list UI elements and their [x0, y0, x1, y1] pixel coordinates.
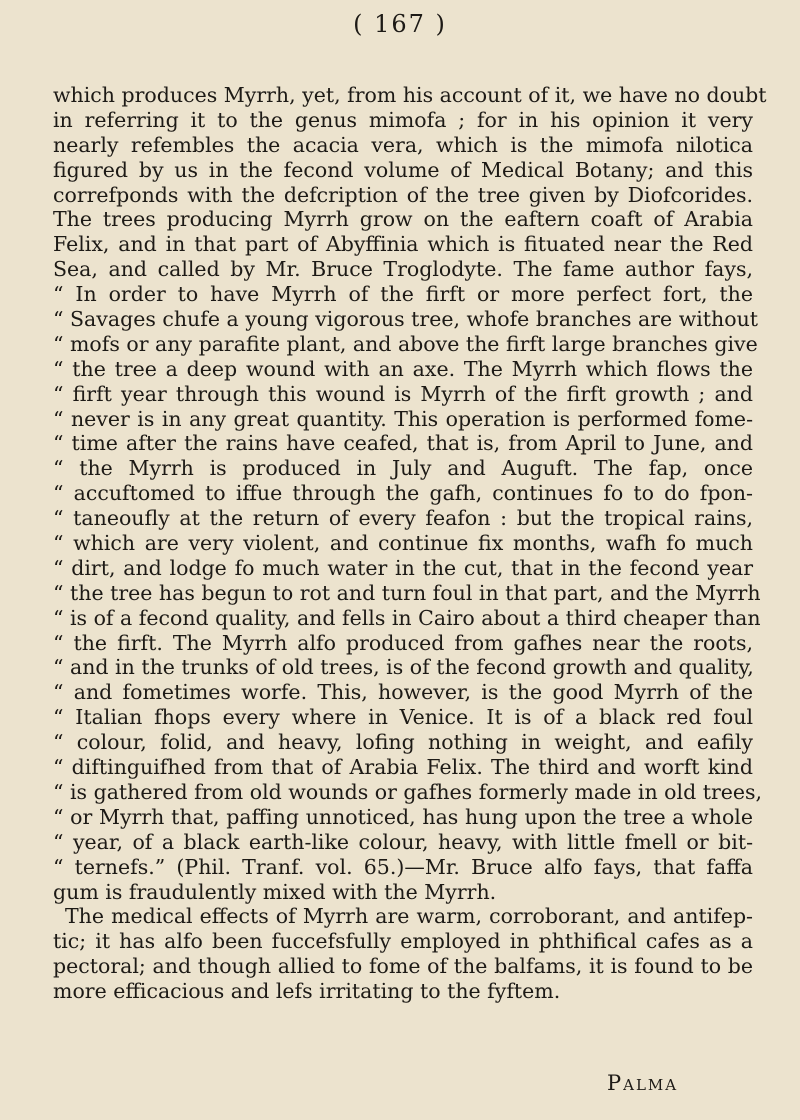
text-line: “ is gathered from old wounds or gafhes formerly made in old trees,	[53, 779, 763, 804]
text-line: gum is fraudulently mixed with the Myrrh.	[53, 879, 497, 904]
text-line: “ Italian fhops every where in Venice. It is of a black red foul	[53, 705, 753, 730]
page-number: ( 167 )	[353, 10, 447, 38]
catchword: Palma	[607, 1071, 679, 1095]
text-line: “ In order to have Myrrh of the firft or more perfect fort, the	[53, 282, 753, 307]
text-line: “ taneoufly at the return of every feafon : but the tropical rains,	[53, 506, 753, 531]
text-line: nearly refembles the acacia vera, which is the mimofa nilotica	[53, 132, 753, 157]
text-line: “ or Myrrh that, paffing unnoticed, has hung upon the tree a whole	[53, 804, 753, 829]
text-line: “ the tree has begun to rot and turn foul in that part, and the Myrrh	[53, 580, 761, 605]
text-line: in referring it to the genus mimofa ; for in his opinion it very	[53, 107, 753, 132]
text-line: “ the firft. The Myrrh alfo produced from gafhes near the roots,	[53, 630, 753, 655]
text-line: “ accuftomed to iffue through the gafh, continues fo to do fpon-	[53, 481, 753, 506]
text-line: “ is of a fecond quality, and fells in Cairo about a third cheaper than	[53, 605, 761, 630]
text-line: more efficacious and lefs irritating to the fyftem.	[53, 979, 561, 1004]
text-line: “ the tree a deep wound with an axe. The Myrrh which flows the	[53, 356, 753, 381]
text-line: “ mofs or any parafite plant, and above the firft large branches give	[53, 331, 758, 356]
text-line: “ ternefs.” (Phil. Tranf. vol. 65.)—Mr. Bruce alfo fays, that faffa	[53, 854, 753, 879]
text-line: “ dirt, and lodge fo much water in the cut, that in the fecond year	[53, 555, 753, 580]
body-text	[53, 83, 767, 1004]
text-line: which produces Myrrh, yet, from his account of it, we have no doubt	[53, 83, 767, 107]
text-line: correfponds with the defcription of the tree given by Diofcorides.	[53, 182, 753, 207]
text-line: Sea, and called by Mr. Bruce Troglodyte. The fame author fays,	[53, 257, 753, 282]
text-line: “ time after the rains have ceafed, that is, from April to June, and	[53, 431, 753, 456]
text-line: “ Savages chufe a young vigorous tree, whofe branches are without	[53, 307, 759, 332]
text-line: pectoral; and though allied to fome of the balfams, it is found to be	[53, 954, 753, 979]
text-line: tic; it has alfo been fuccefsfully employed in phthifical cafes as a	[53, 929, 753, 954]
text-line: “ and fometimes worfe. This, however, is the good Myrrh of the	[53, 680, 753, 705]
text-line: “ diftinguifhed from that of Arabia Felix. The third and worft kind	[53, 755, 753, 780]
text-line: The medical effects of Myrrh are warm, corroborant, and antifep-	[65, 904, 753, 929]
text-line: The trees producing Myrrh grow on the eaftern coaft of Arabia	[53, 207, 753, 232]
text-line: “ never is in any great quantity. This operation is performed fome-	[53, 406, 753, 431]
text-line: “ firft year through this wound is Myrrh of the firft growth ; and	[53, 381, 753, 406]
text-line: “ the Myrrh is produced in July and Auguft. The fap, once	[53, 456, 753, 481]
text-line: “ colour, folid, and heavy, lofing nothing in weight, and eafily	[53, 730, 753, 755]
text-line: “ and in the trunks of old trees, is of the fecond growth and quality,	[53, 655, 754, 680]
text-line: “ which are very violent, and continue fix months, wafh fo much	[53, 531, 753, 556]
text-line: figured by us in the fecond volume of Medical Botany; and this	[53, 157, 753, 182]
text-line: Felix, and in that part of Abyffinia which is fituated near the Red	[53, 232, 753, 257]
text-line: “ year, of a black earth-like colour, heavy, with little fmell or bit-	[53, 829, 753, 854]
